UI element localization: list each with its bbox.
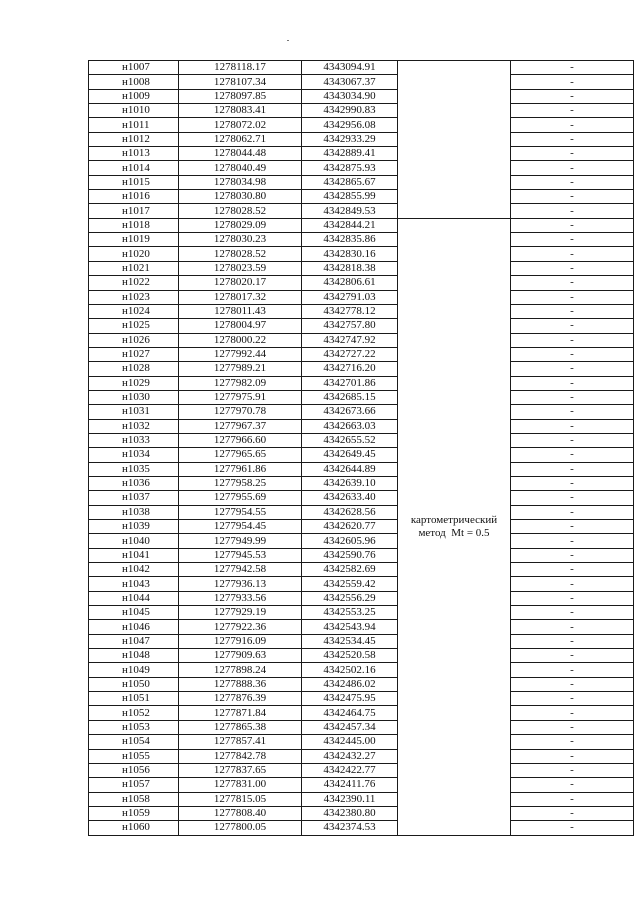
y-coordinate-cell: 4342374.53: [302, 821, 398, 835]
point-id-cell: н1034: [89, 448, 179, 462]
y-coordinate-cell: 4342464.75: [302, 706, 398, 720]
table-row: [89, 677, 634, 691]
y-coordinate-cell: 4342685.15: [302, 390, 398, 404]
x-coordinate-cell: 1277876.39: [179, 692, 302, 706]
point-id-cell: н1036: [89, 476, 179, 490]
y-coordinate-cell: 4342556.29: [302, 591, 398, 605]
table-row: [89, 577, 634, 591]
point-id-cell: н1039: [89, 520, 179, 534]
dash-cell: -: [511, 792, 634, 806]
x-coordinate-cell: 1277970.78: [179, 405, 302, 419]
scan-speck: [287, 40, 289, 41]
dash-cell: -: [511, 763, 634, 777]
table-row: [89, 476, 634, 490]
y-coordinate-cell: 4342990.83: [302, 104, 398, 118]
point-id-cell: н1007: [89, 61, 179, 75]
point-id-cell: н1053: [89, 720, 179, 734]
method-cell-empty: [398, 61, 511, 219]
dash-cell: -: [511, 720, 634, 734]
table-row: [89, 247, 634, 261]
x-coordinate-cell: 1277945.53: [179, 548, 302, 562]
dash-cell: -: [511, 261, 634, 275]
point-id-cell: н1014: [89, 161, 179, 175]
x-coordinate-cell: 1277967.37: [179, 419, 302, 433]
y-coordinate-cell: 4342520.58: [302, 649, 398, 663]
table-row: [89, 534, 634, 548]
x-coordinate-cell: 1278020.17: [179, 276, 302, 290]
table-row: [89, 75, 634, 89]
y-coordinate-cell: 4342620.77: [302, 520, 398, 534]
y-coordinate-cell: 4342933.29: [302, 132, 398, 146]
dash-cell: -: [511, 362, 634, 376]
table-row: [89, 706, 634, 720]
dash-cell: -: [511, 663, 634, 677]
table-row: [89, 548, 634, 562]
dash-cell: -: [511, 563, 634, 577]
table-row: [89, 376, 634, 390]
point-id-cell: н1060: [89, 821, 179, 835]
table-row: [89, 692, 634, 706]
table-row: [89, 634, 634, 648]
method-cell: [398, 218, 511, 835]
dash-cell: -: [511, 147, 634, 161]
y-coordinate-cell: 4343094.91: [302, 61, 398, 75]
point-id-cell: н1025: [89, 319, 179, 333]
x-coordinate-cell: 1277857.41: [179, 735, 302, 749]
y-coordinate-cell: 4342673.66: [302, 405, 398, 419]
dash-cell: -: [511, 749, 634, 763]
table-row: [89, 290, 634, 304]
y-coordinate-cell: 4342701.86: [302, 376, 398, 390]
y-coordinate-cell: 4342534.45: [302, 634, 398, 648]
dash-cell: -: [511, 433, 634, 447]
x-coordinate-cell: 1277936.13: [179, 577, 302, 591]
dash-cell: -: [511, 591, 634, 605]
x-coordinate-cell: 1277965.65: [179, 448, 302, 462]
y-coordinate-cell: 4342830.16: [302, 247, 398, 261]
x-coordinate-cell: 1277815.05: [179, 792, 302, 806]
y-coordinate-cell: 4342445.00: [302, 735, 398, 749]
y-coordinate-cell: 4342639.10: [302, 476, 398, 490]
y-coordinate-cell: 4342590.76: [302, 548, 398, 562]
x-coordinate-cell: 1277982.09: [179, 376, 302, 390]
dash-cell: -: [511, 476, 634, 490]
dash-cell: -: [511, 491, 634, 505]
dash-cell: -: [511, 218, 634, 232]
x-coordinate-cell: 1278083.41: [179, 104, 302, 118]
point-id-cell: н1012: [89, 132, 179, 146]
table-row: [89, 61, 634, 75]
coordinates-table-body: [89, 61, 634, 836]
y-coordinate-cell: 4343034.90: [302, 89, 398, 103]
point-id-cell: н1022: [89, 276, 179, 290]
x-coordinate-cell: 1278017.32: [179, 290, 302, 304]
table-row: [89, 104, 634, 118]
table-row: [89, 563, 634, 577]
table-row: [89, 792, 634, 806]
point-id-cell: н1011: [89, 118, 179, 132]
point-id-cell: н1038: [89, 505, 179, 519]
point-id-cell: н1013: [89, 147, 179, 161]
point-id-cell: н1021: [89, 261, 179, 275]
point-id-cell: н1058: [89, 792, 179, 806]
point-id-cell: н1020: [89, 247, 179, 261]
x-coordinate-cell: 1278030.80: [179, 190, 302, 204]
point-id-cell: н1045: [89, 606, 179, 620]
dash-cell: -: [511, 692, 634, 706]
table-row: [89, 132, 634, 146]
x-coordinate-cell: 1277933.56: [179, 591, 302, 605]
point-id-cell: н1052: [89, 706, 179, 720]
dash-cell: -: [511, 505, 634, 519]
table-row: [89, 204, 634, 218]
table-row: [89, 233, 634, 247]
x-coordinate-cell: 1277992.44: [179, 347, 302, 361]
x-coordinate-cell: 1277837.65: [179, 763, 302, 777]
table-row: [89, 778, 634, 792]
x-coordinate-cell: 1277949.99: [179, 534, 302, 548]
dash-cell: -: [511, 390, 634, 404]
method-accuracy: метод Mt = 0.5: [418, 526, 490, 539]
dash-cell: -: [511, 204, 634, 218]
dash-cell: -: [511, 75, 634, 89]
x-coordinate-cell: 1277929.19: [179, 606, 302, 620]
table-row: [89, 735, 634, 749]
x-coordinate-cell: 1277989.21: [179, 362, 302, 376]
x-coordinate-cell: 1278040.49: [179, 161, 302, 175]
point-id-cell: н1017: [89, 204, 179, 218]
table-row: [89, 419, 634, 433]
x-coordinate-cell: 1277842.78: [179, 749, 302, 763]
table-row: [89, 118, 634, 132]
dash-cell: -: [511, 620, 634, 634]
point-id-cell: н1056: [89, 763, 179, 777]
y-coordinate-cell: 4342649.45: [302, 448, 398, 462]
point-id-cell: н1009: [89, 89, 179, 103]
y-coordinate-cell: 4342644.89: [302, 462, 398, 476]
y-coordinate-cell: 4342849.53: [302, 204, 398, 218]
y-coordinate-cell: 4342502.16: [302, 663, 398, 677]
table-row: [89, 218, 634, 232]
dash-cell: -: [511, 290, 634, 304]
dash-cell: -: [511, 89, 634, 103]
point-id-cell: н1016: [89, 190, 179, 204]
point-id-cell: н1050: [89, 677, 179, 691]
dash-cell: -: [511, 276, 634, 290]
point-id-cell: н1042: [89, 563, 179, 577]
x-coordinate-cell: 1278011.43: [179, 304, 302, 318]
y-coordinate-cell: 4342432.27: [302, 749, 398, 763]
method-name: картометрический: [410, 513, 498, 526]
x-coordinate-cell: 1277865.38: [179, 720, 302, 734]
point-id-cell: н1047: [89, 634, 179, 648]
x-coordinate-cell: 1278044.48: [179, 147, 302, 161]
point-id-cell: н1015: [89, 175, 179, 189]
dash-cell: -: [511, 333, 634, 347]
dash-cell: -: [511, 778, 634, 792]
dash-cell: -: [511, 462, 634, 476]
table-row: [89, 362, 634, 376]
table-row: [89, 505, 634, 519]
table-row: [89, 763, 634, 777]
y-coordinate-cell: 4342844.21: [302, 218, 398, 232]
dash-cell: -: [511, 677, 634, 691]
x-coordinate-cell: 1278097.85: [179, 89, 302, 103]
y-coordinate-cell: 4342855.99: [302, 190, 398, 204]
x-coordinate-cell: 1278028.52: [179, 247, 302, 261]
point-id-cell: н1057: [89, 778, 179, 792]
y-coordinate-cell: 4342486.02: [302, 677, 398, 691]
point-id-cell: н1031: [89, 405, 179, 419]
y-coordinate-cell: 4342422.77: [302, 763, 398, 777]
table-row: [89, 806, 634, 820]
table-row: [89, 89, 634, 103]
point-id-cell: н1010: [89, 104, 179, 118]
dash-cell: -: [511, 161, 634, 175]
x-coordinate-cell: 1278030.23: [179, 233, 302, 247]
point-id-cell: н1028: [89, 362, 179, 376]
y-coordinate-cell: 4342791.03: [302, 290, 398, 304]
y-coordinate-cell: 4342716.20: [302, 362, 398, 376]
dash-cell: -: [511, 520, 634, 534]
x-coordinate-cell: 1278000.22: [179, 333, 302, 347]
y-coordinate-cell: 4342633.40: [302, 491, 398, 505]
y-coordinate-cell: 4342889.41: [302, 147, 398, 161]
y-coordinate-cell: 4342727.22: [302, 347, 398, 361]
y-coordinate-cell: 4342818.38: [302, 261, 398, 275]
table-row: [89, 147, 634, 161]
y-coordinate-cell: 4342543.94: [302, 620, 398, 634]
x-coordinate-cell: 1278004.97: [179, 319, 302, 333]
table-row: [89, 663, 634, 677]
y-coordinate-cell: 4342875.93: [302, 161, 398, 175]
dash-cell: -: [511, 448, 634, 462]
dash-cell: -: [511, 132, 634, 146]
x-coordinate-cell: 1278118.17: [179, 61, 302, 75]
y-coordinate-cell: 4342655.52: [302, 433, 398, 447]
dash-cell: -: [511, 118, 634, 132]
table-row: [89, 190, 634, 204]
x-coordinate-cell: 1277831.00: [179, 778, 302, 792]
x-coordinate-cell: 1277954.55: [179, 505, 302, 519]
x-coordinate-cell: 1278028.52: [179, 204, 302, 218]
dash-cell: -: [511, 190, 634, 204]
point-id-cell: н1048: [89, 649, 179, 663]
table-row: [89, 591, 634, 605]
x-coordinate-cell: 1277958.25: [179, 476, 302, 490]
table-row: [89, 319, 634, 333]
coordinates-table: [88, 60, 634, 836]
y-coordinate-cell: 4342865.67: [302, 175, 398, 189]
point-id-cell: н1032: [89, 419, 179, 433]
y-coordinate-cell: 4342628.56: [302, 505, 398, 519]
x-coordinate-cell: 1277800.05: [179, 821, 302, 835]
point-id-cell: н1033: [89, 433, 179, 447]
dash-cell: -: [511, 548, 634, 562]
x-coordinate-cell: 1277975.91: [179, 390, 302, 404]
y-coordinate-cell: 4342582.69: [302, 563, 398, 577]
point-id-cell: н1059: [89, 806, 179, 820]
table-row: [89, 620, 634, 634]
table-row: [89, 821, 634, 835]
y-coordinate-cell: 4342806.61: [302, 276, 398, 290]
point-id-cell: н1043: [89, 577, 179, 591]
point-id-cell: н1030: [89, 390, 179, 404]
dash-cell: -: [511, 806, 634, 820]
point-id-cell: н1018: [89, 218, 179, 232]
point-id-cell: н1029: [89, 376, 179, 390]
x-coordinate-cell: 1278072.02: [179, 118, 302, 132]
dash-cell: -: [511, 376, 634, 390]
point-id-cell: н1046: [89, 620, 179, 634]
table-row: [89, 347, 634, 361]
dash-cell: -: [511, 247, 634, 261]
x-coordinate-cell: 1278034.98: [179, 175, 302, 189]
point-id-cell: н1054: [89, 735, 179, 749]
dash-cell: -: [511, 175, 634, 189]
x-coordinate-cell: 1277916.09: [179, 634, 302, 648]
x-coordinate-cell: 1278023.59: [179, 261, 302, 275]
y-coordinate-cell: 4342411.76: [302, 778, 398, 792]
x-coordinate-cell: 1277888.36: [179, 677, 302, 691]
y-coordinate-cell: 4342835.86: [302, 233, 398, 247]
y-coordinate-cell: 4342553.25: [302, 606, 398, 620]
x-coordinate-cell: 1278107.34: [179, 75, 302, 89]
y-coordinate-cell: 4342663.03: [302, 419, 398, 433]
point-id-cell: н1019: [89, 233, 179, 247]
table-row: [89, 606, 634, 620]
table-row: [89, 749, 634, 763]
table-row: [89, 304, 634, 318]
table-row: [89, 175, 634, 189]
table-row: [89, 333, 634, 347]
dash-cell: -: [511, 706, 634, 720]
y-coordinate-cell: 4342475.95: [302, 692, 398, 706]
dash-cell: -: [511, 577, 634, 591]
dash-cell: -: [511, 821, 634, 835]
point-id-cell: н1041: [89, 548, 179, 562]
point-id-cell: н1051: [89, 692, 179, 706]
table-row: [89, 649, 634, 663]
x-coordinate-cell: 1277961.86: [179, 462, 302, 476]
y-coordinate-cell: 4342757.80: [302, 319, 398, 333]
x-coordinate-cell: 1277942.58: [179, 563, 302, 577]
y-coordinate-cell: 4343067.37: [302, 75, 398, 89]
y-coordinate-cell: 4342380.80: [302, 806, 398, 820]
dash-cell: -: [511, 233, 634, 247]
point-id-cell: н1008: [89, 75, 179, 89]
y-coordinate-cell: 4342559.42: [302, 577, 398, 591]
point-id-cell: н1037: [89, 491, 179, 505]
x-coordinate-cell: 1278029.09: [179, 218, 302, 232]
y-coordinate-cell: 4342956.08: [302, 118, 398, 132]
point-id-cell: н1044: [89, 591, 179, 605]
point-id-cell: н1035: [89, 462, 179, 476]
table-row: [89, 276, 634, 290]
x-coordinate-cell: 1278062.71: [179, 132, 302, 146]
table-row: [89, 161, 634, 175]
x-coordinate-cell: 1277898.24: [179, 663, 302, 677]
dash-cell: -: [511, 649, 634, 663]
dash-cell: -: [511, 347, 634, 361]
point-id-cell: н1024: [89, 304, 179, 318]
x-coordinate-cell: 1277909.63: [179, 649, 302, 663]
table-row: [89, 491, 634, 505]
table-row: [89, 448, 634, 462]
table-row: [89, 520, 634, 534]
dash-cell: -: [511, 534, 634, 548]
x-coordinate-cell: 1277955.69: [179, 491, 302, 505]
dash-cell: -: [511, 304, 634, 318]
point-id-cell: н1055: [89, 749, 179, 763]
table-row: [89, 390, 634, 404]
y-coordinate-cell: 4342457.34: [302, 720, 398, 734]
dash-cell: -: [511, 606, 634, 620]
y-coordinate-cell: 4342390.11: [302, 792, 398, 806]
table-row: [89, 720, 634, 734]
y-coordinate-cell: 4342747.92: [302, 333, 398, 347]
table-row: [89, 462, 634, 476]
x-coordinate-cell: 1277966.60: [179, 433, 302, 447]
y-coordinate-cell: 4342778.12: [302, 304, 398, 318]
dash-cell: -: [511, 319, 634, 333]
x-coordinate-cell: 1277808.40: [179, 806, 302, 820]
point-id-cell: н1049: [89, 663, 179, 677]
x-coordinate-cell: 1277871.84: [179, 706, 302, 720]
point-id-cell: н1026: [89, 333, 179, 347]
dash-cell: -: [511, 419, 634, 433]
point-id-cell: н1040: [89, 534, 179, 548]
dash-cell: -: [511, 735, 634, 749]
point-id-cell: н1023: [89, 290, 179, 304]
table-row: [89, 405, 634, 419]
x-coordinate-cell: 1277922.36: [179, 620, 302, 634]
dash-cell: -: [511, 634, 634, 648]
dash-cell: -: [511, 61, 634, 75]
dash-cell: -: [511, 104, 634, 118]
dash-cell: -: [511, 405, 634, 419]
x-coordinate-cell: 1277954.45: [179, 520, 302, 534]
y-coordinate-cell: 4342605.96: [302, 534, 398, 548]
point-id-cell: н1027: [89, 347, 179, 361]
table-row: [89, 261, 634, 275]
table-row: [89, 433, 634, 447]
